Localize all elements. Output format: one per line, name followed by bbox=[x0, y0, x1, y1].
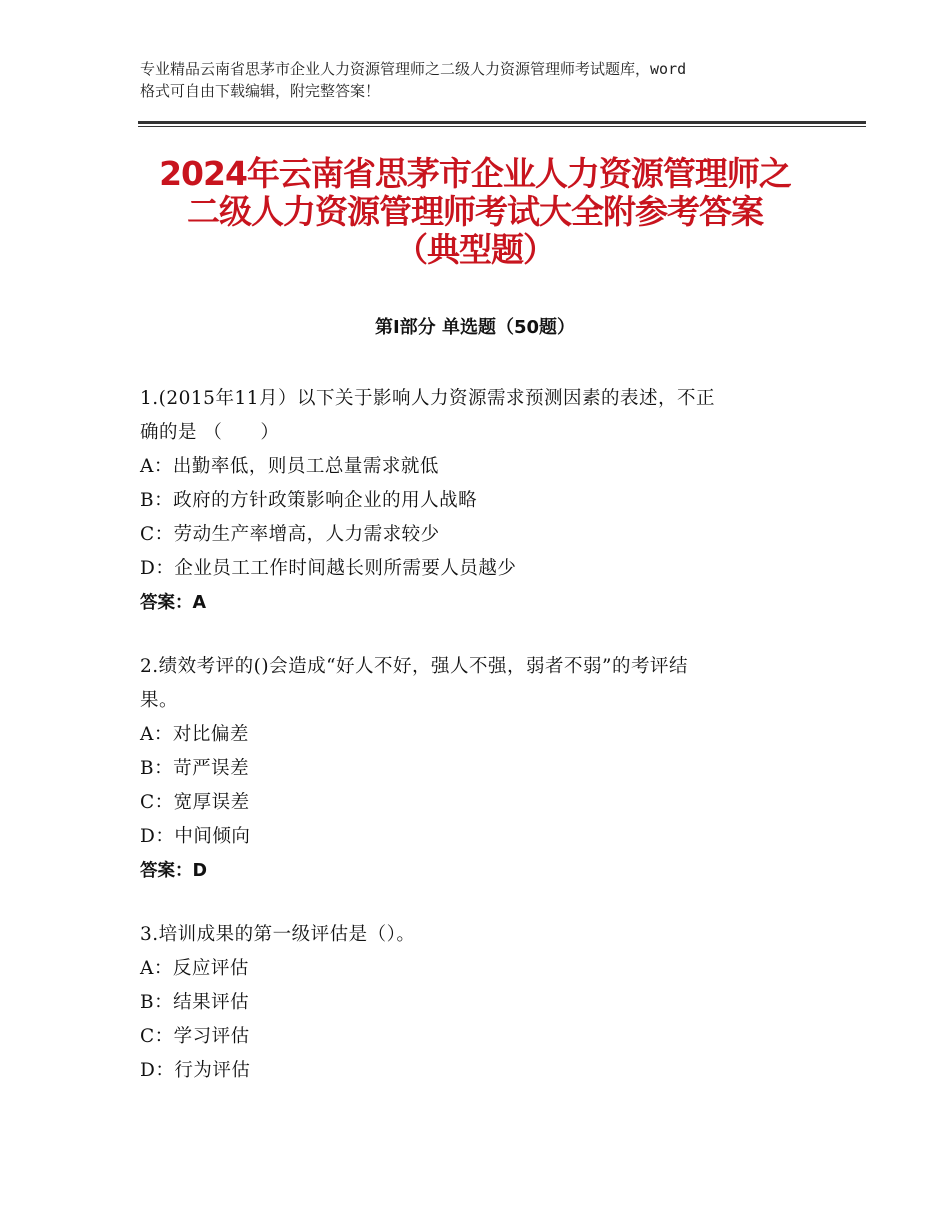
option-c: C：学习评估 bbox=[140, 1026, 250, 1047]
header-rule-thin bbox=[138, 126, 866, 127]
option-b: B：苛严误差 bbox=[140, 758, 250, 779]
question-stem: 2.绩效考评的()会造成“好人不好，强人不强，弱者不弱”的考评结 bbox=[140, 656, 689, 677]
option-a: A：反应评估 bbox=[140, 958, 249, 979]
question-list bbox=[140, 382, 820, 1118]
option-a: A：对比偏差 bbox=[140, 724, 249, 745]
answer-label: 答案：D bbox=[140, 861, 208, 881]
question-stem: 确的是 （ ） bbox=[140, 422, 280, 443]
option-c: C：劳动生产率增高，人力需求较少 bbox=[140, 524, 440, 545]
option-d: D：中间倾向 bbox=[140, 826, 251, 847]
title-line-2: 二级人力资源管理师考试大全附参考答案 bbox=[187, 192, 763, 231]
header-note-line-2: 格式可自由下载编辑，附完整答案！ bbox=[140, 82, 381, 100]
question-stem: 3.培训成果的第一级评估是（）。 bbox=[140, 924, 416, 945]
option-d: D：行为评估 bbox=[140, 1060, 251, 1081]
title-line-3: （典型题） bbox=[395, 230, 555, 269]
option-a: A：出勤率低，则员工总量需求就低 bbox=[140, 456, 439, 477]
question-stem: 果。 bbox=[140, 690, 179, 711]
question-3 bbox=[140, 918, 820, 1088]
option-c: C：宽厚误差 bbox=[140, 792, 250, 813]
option-b: B：政府的方针政策影响企业的用人战略 bbox=[140, 490, 478, 511]
header-note bbox=[140, 58, 830, 102]
section-title: 第Ⅰ部分 单选题（50题） bbox=[374, 317, 575, 338]
question-stem: 1.(2015年11月）以下关于影响人力资源需求预测因素的表述，不正 bbox=[140, 388, 715, 409]
title-line-1: 2024年云南省思茅市企业人力资源管理师之 bbox=[159, 154, 791, 193]
answer-label: 答案：A bbox=[140, 593, 207, 613]
header-rule-thick bbox=[138, 121, 866, 124]
option-d: D：企业员工工作时间越长则所需要人员越少 bbox=[140, 558, 517, 579]
question-1 bbox=[140, 382, 820, 620]
document-title bbox=[60, 155, 890, 269]
header-note-line-1: 专业精品云南省思茅市企业人力资源管理师之二级人力资源管理师考试题库，word bbox=[140, 60, 687, 78]
question-2 bbox=[140, 650, 820, 888]
option-b: B：结果评估 bbox=[140, 992, 250, 1013]
